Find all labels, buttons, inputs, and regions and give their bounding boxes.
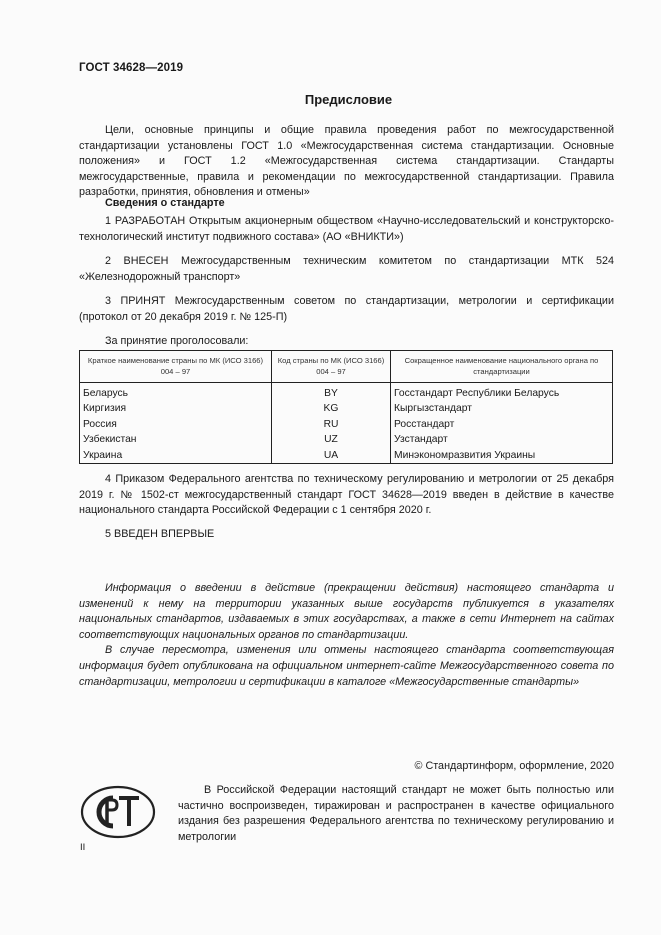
item-developed-text: 1 РАЗРАБОТАН Открытым акционерным обществом «Научно-исследовательский и конструкторско-технологический институт подвижного состава» (АО «ВНИКТИ») [79, 215, 614, 243]
item-order-text: 4 Приказом Федерального агентства по техническому регулированию и метрологии от 25 декабря 2019 г. № 1502-ст межгосударственный стандарт ГОСТ 34628—2019 введен в действие в качестве национального стандарта Российской Федерации с 1 сентября 2020 г. [79, 473, 614, 517]
section-heading [79, 196, 614, 212]
standard-header: ГОСТ 34628—2019 [79, 62, 184, 74]
table-row [80, 432, 613, 447]
table-row [80, 383, 613, 402]
vote-table [79, 350, 613, 464]
cell-code: KG [272, 401, 391, 416]
cell-body: Росстандарт [391, 417, 613, 432]
page-title [0, 92, 661, 107]
page-number: II [80, 842, 86, 853]
rst-logo [79, 784, 157, 845]
cell-country: Беларусь [80, 383, 272, 402]
vote-label-text: За принятие проголосовали: [105, 335, 249, 347]
item-first-time-text: 5 ВВЕДЕН ВПЕРВЫЕ [105, 528, 215, 540]
item-adopted [79, 294, 614, 325]
item-introduced [79, 254, 614, 285]
rst-seal-icon [79, 784, 157, 840]
cell-code: BY [272, 383, 391, 402]
table-row [80, 448, 613, 464]
column-header-country: Краткое наименование страны по МК (ИСО 3166) 004 – 97 [80, 351, 272, 383]
intro-text: Цели, основные принципы и общие правила проведения работ по межгосударственной стандартизации установлены ГОСТ 1.0 «Межгосударственная система стандартизации. Основные положения» и ГОСТ 1.2 «Межгосударственная система стандартизации. Стандарты межгосударственные, правила и рекомендации по межгосударственной стандартизации. Правила разработки, принятия, обновления и отмены» [79, 124, 614, 199]
item-first-time [79, 527, 614, 543]
rights-notice [178, 783, 614, 845]
item-introduced-text: 2 ВНЕСЕН Межгосударственным техническим комитетом по стандартизации МТК 524 «Железнодорожный транспорт» [79, 255, 614, 283]
info-notes [79, 581, 614, 690]
column-header-body: Сокращенное наименование национального органа по стандартизации [391, 351, 613, 383]
item-order [79, 472, 614, 519]
column-header-code: Код страны по МК (ИСО 3166) 004 – 97 [272, 351, 391, 383]
info-note-revision: В случае пересмотра, изменения или отмены настоящего стандарта соответствующая информация будет опубликована на официальном интернет-сайте Межгосударственного совета по стандартизации, метрологии и сертификации в каталоге «Межгосударственные стандарты» [79, 644, 614, 688]
cell-country: Украина [80, 448, 272, 464]
cell-country: Узбекистан [80, 432, 272, 447]
cell-code: RU [272, 417, 391, 432]
vote-table-header-row [80, 351, 613, 383]
vote-label [79, 334, 614, 350]
info-note-publication: Информация о введении в действие (прекращении действия) настоящего стандарта и изменений к нему на территории указанных выше государств публикуется в указателях национальных стандартов, издаваемых в этих государствах, а также в сети Интернет на сайтах соответствующих национальных органов по стандартизации. [79, 582, 614, 641]
cell-body: Узстандарт [391, 432, 613, 447]
cell-country: Россия [80, 417, 272, 432]
table-row [80, 401, 613, 416]
item-developed [79, 214, 614, 245]
table-row [80, 417, 613, 432]
cell-body: Госстандарт Республики Беларусь [391, 383, 613, 402]
copyright-line: © Стандартинформ, оформление, 2020 [414, 760, 614, 772]
cell-body: Минэкономразвития Украины [391, 448, 613, 464]
item-adopted-text: 3 ПРИНЯТ Межгосударственным советом по стандартизации, метрологии и сертификации (протокол от 20 декабря 2019 г. № 125-П) [79, 295, 614, 323]
cell-code: UZ [272, 432, 391, 447]
section-title: Сведения о стандарте [105, 197, 225, 209]
rights-notice-text: В Российской Федерации настоящий стандарт не может быть полностью или частично воспроизведен, тиражирован и распространен в качестве официального издания без разрешения Федерального агентства по техническому регулированию и метрологии [178, 784, 614, 843]
intro-paragraph [79, 123, 614, 201]
cell-body: Кыргызстандарт [391, 401, 613, 416]
cell-code: UA [272, 448, 391, 464]
page-title-text: Предисловие [304, 92, 393, 107]
cell-country: Киргизия [80, 401, 272, 416]
